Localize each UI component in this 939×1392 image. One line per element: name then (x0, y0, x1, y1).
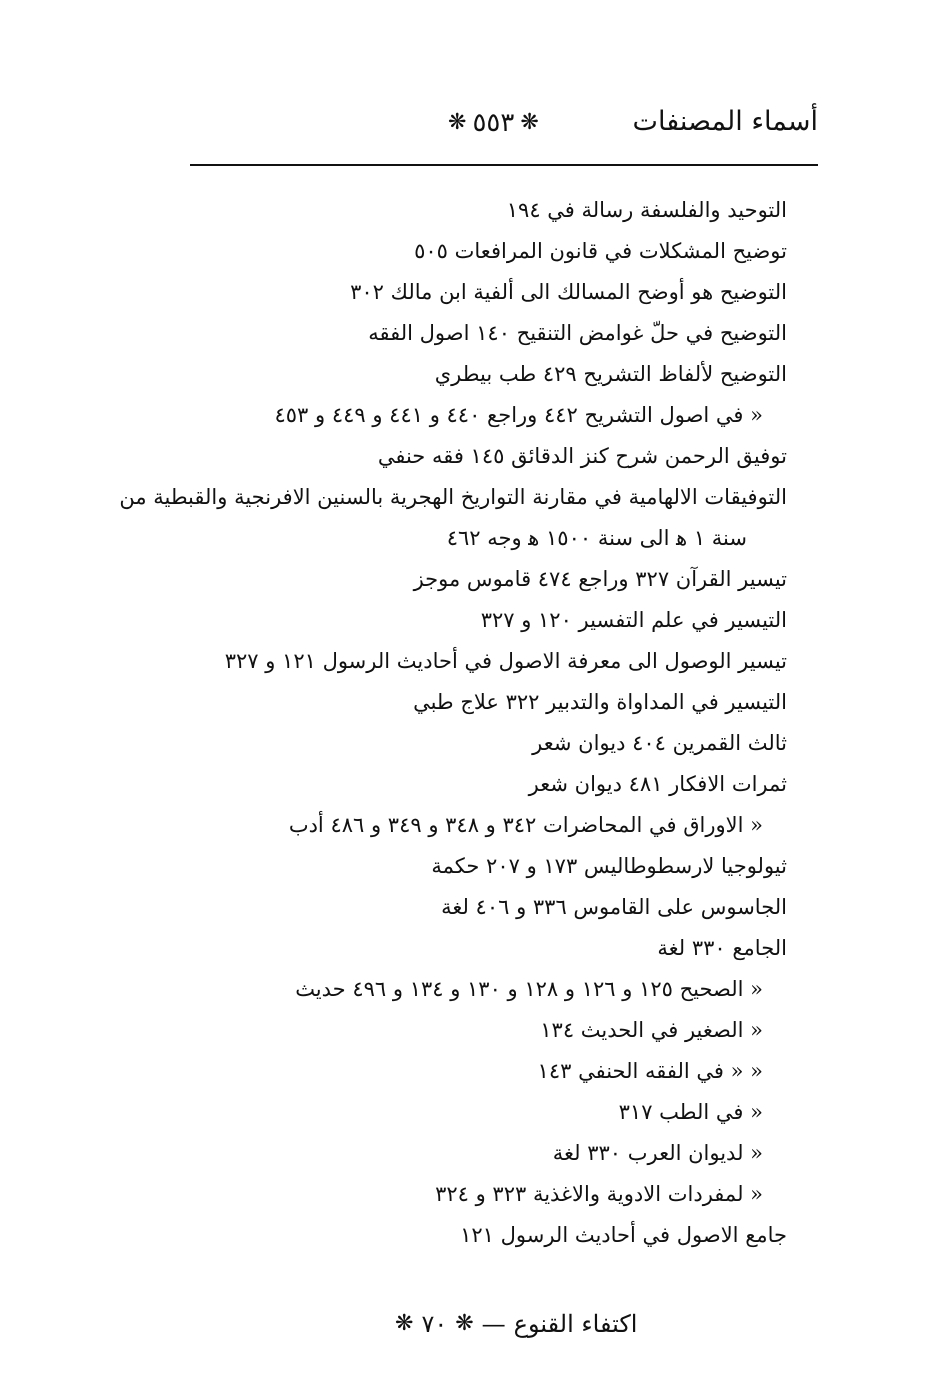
signature-number: ٧٠ (421, 1310, 448, 1338)
index-entry: التوفيقات الالهامية في مقارنة التواريخ الهجرية بالسنين الافرنجية والقبطية من (119, 485, 787, 509)
page-header (190, 100, 818, 150)
index-entry: التوضيح هو أوضح المسالك الى ألفية ابن مالك ٣٠٢ (350, 280, 787, 304)
index-entry: « لديوان العرب ٣٣٠ لغة (552, 1141, 763, 1165)
index-entry: التوضيح لألفاظ التشريح ٤٢٩ طب بيطري (434, 362, 787, 386)
index-entry: « الاوراق في المحاضرات ٣٤٢ و ٣٤٨ و ٣٤٩ و ٤٨٦ أدب (288, 813, 763, 837)
index-entry: « « في الفقه الحنفي ١٤٣ (537, 1059, 763, 1083)
running-title: أسماء المصنفات (632, 106, 818, 137)
index-entry: التيسير في علم التفسير ١٢٠ و ٣٢٧ (480, 608, 787, 632)
page-number-group (448, 108, 539, 138)
index-entries (119, 190, 787, 1256)
index-entry: « لمفردات الادوية والاغذية ٣٢٣ و ٣٢٤ (435, 1182, 763, 1206)
ornament-icon: ❋ (455, 1311, 474, 1336)
ornament-icon: ❋ (520, 110, 539, 135)
footer-title: اكتفاء القنوع (513, 1310, 638, 1338)
index-entry: جامع الاصول في أحاديث الرسول ١٢١ (460, 1223, 787, 1247)
index-entry: توفيق الرحمن شرح كنز الدقائق ١٤٥ فقه حنفي (377, 444, 787, 468)
index-entry: الجاسوس على القاموس ٣٣٦ و ٤٠٦ لغة (441, 895, 787, 919)
index-entry: « في اصول التشريح ٤٤٢ وراجع ٤٤٠ و ٤٤١ و ٤٤٩ و ٤٥٣ (274, 403, 763, 427)
index-entry: ثمرات الافكار ٤٨١ ديوان شعر (528, 772, 787, 796)
page-number: ٥٥٣ (472, 108, 515, 138)
index-entry: سنة ١ ﻫ الى سنة ١٥٠٠ ﻫ وجه ٤٦٢ (446, 526, 747, 550)
index-entry: توضيح المشكلات في قانون المرافعات ٥٠٥ (414, 239, 787, 263)
index-entry: « الصغير في الحديث ١٣٤ (540, 1018, 763, 1042)
index-entry: ثالث القمرين ٤٠٤ ديوان شعر (532, 731, 787, 755)
index-entry: التوضيح في حلّ غوامض التنقيح ١٤٠ اصول الفقه (368, 321, 787, 345)
index-entry: ثيولوجيا لارسطوطاليس ١٧٣ و ٢٠٧ حكمة (431, 854, 787, 878)
index-entry: تيسير القرآن ٣٢٧ وراجع ٤٧٤ قاموس موجز (413, 567, 787, 591)
index-entry: الجامع ٣٣٠ لغة (657, 936, 787, 960)
index-entry: « الصحيح ١٢٥ و ١٢٦ و ١٢٨ و ١٣٠ و ١٣٤ و ٤٩٦ حديث (295, 977, 763, 1001)
index-entry: تيسير الوصول الى معرفة الاصول في أحاديث الرسول ١٢١ و ٣٢٧ (224, 649, 787, 673)
ornament-icon: ❋ (448, 110, 467, 135)
index-entry: التوحيد والفلسفة رسالة في ١٩٤ (506, 198, 787, 222)
footer-dash: — (481, 1310, 506, 1338)
header-rule (190, 164, 818, 166)
index-entry: « في الطب ٣١٧ (618, 1100, 763, 1124)
ornament-icon: ❋ (395, 1311, 414, 1336)
index-entry: التيسير في المداواة والتدبير ٣٢٢ علاج طبي (413, 690, 787, 714)
page-footer (395, 1310, 637, 1338)
